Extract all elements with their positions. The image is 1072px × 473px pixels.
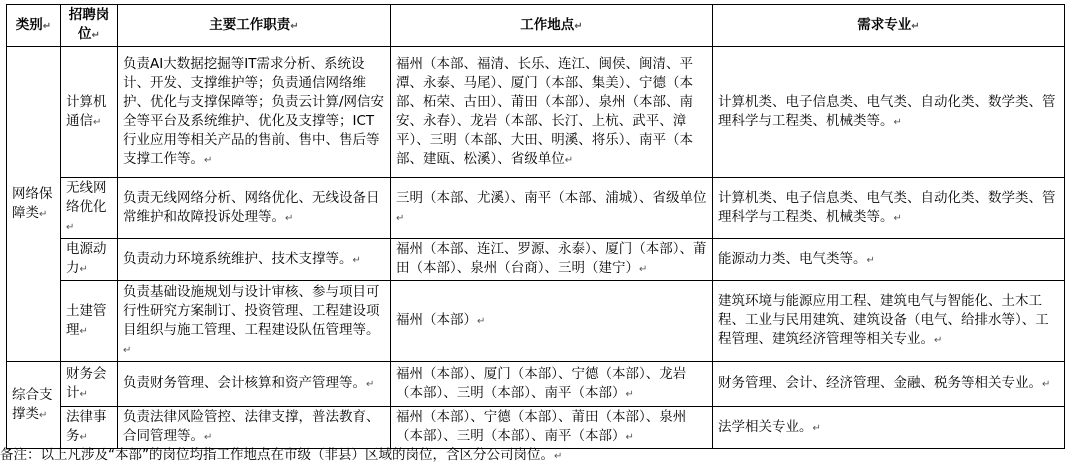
duties-cell: 负责法律风险管控、法律支撑，普法教育、合同管理等。↵ [118,407,391,449]
location-cell: 三明（本部、尤溪）、南平（本部、浦城）、省级单位↵ [391,178,713,239]
table-row [7,178,1065,239]
position-cell: 电源动力↵ [61,239,118,281]
table-row [7,47,1065,178]
position-cell: 法律事务↵ [61,407,118,449]
position-cell: 计算机通信↵ [61,47,118,178]
major-cell: 计算机类、电子信息类、电气类、自动化类、数学类、管理科学与工程类、机械类等。↵ [713,47,1065,178]
header-major: 需求专业↵ [713,5,1065,47]
duties-cell: 负责动力环境系统维护、技术支撑等。↵ [118,239,391,281]
major-cell: 计算机类、电子信息类、电气类、自动化类、数学类、管理科学与工程类、机械类等。↵ [713,178,1065,239]
location-cell: 福州（本部）↵ [391,281,713,362]
table-row [7,239,1065,281]
duties-cell: 负责财务管理、会计核算和资产管理等。↵ [118,362,391,407]
position-cell: 无线网络优化↵ [61,178,118,239]
duties-cell: 负责AI大数据挖掘等IT需求分析、系统设计、开发、支撑维护等；负责通信网络维护、优化与支撑保障等；负责云计算/网信安全等平台及系统维护、优化及支撑等；ICT行业应用等相关产品的售前、售中、售后等支撑工作等。↵ [118,47,391,178]
header-category: 类别↵ [7,5,61,47]
position-cell: 土建管理↵ [61,281,118,362]
header-position: 招聘岗位↵ [61,5,118,47]
header-row [7,5,1065,47]
table-row [7,362,1065,407]
table-row [7,281,1065,362]
location-cell: 福州（本部、福清、长乐、连江、闽侯、闽清、平潭、永泰、马尾）、厦门（本部、集美）、宁德（本部、柘荣、古田）、莆田（本部）、泉州（本部、南安、永春）、龙岩（本部、长汀、上杭、武平、漳平）、三明（本部、大田、明溪、将乐）、南平（本部、建瓯、松溪）、省级单位↵ [391,47,713,178]
location-cell: 福州（本部）、厦门（本部）、宁德（本部）、龙岩（本部）、三明（本部）、南平（本部）↵ [391,362,713,407]
location-cell: 福州（本部、连江、罗源、永泰）、厦门（本部）、莆田（本部）、泉州（台商）、三明（建宁）↵ [391,239,713,281]
table-row [7,407,1065,449]
major-cell: 法学相关专业。↵ [713,407,1065,449]
major-cell: 财务管理、会计、经济管理、金融、税务等相关专业。↵ [713,362,1065,407]
category-cell: 网络保障类↵ [7,47,61,362]
recruitment-table [6,4,1065,449]
major-cell: 能源动力类、电气类等。↵ [713,239,1065,281]
footnote: 备注：以上凡涉及“本部”的岗位均指工作地点在市级（非县）区域的岗位，含区分公司岗位。↵ [0,447,563,463]
location-cell: 福州（本部）、宁德（本部）、莆田（本部）、泉州（本部）、三明（本部）、南平（本部）↵ [391,407,713,449]
duties-cell: 负责基础设施规划与设计审核、参与项目可行性研究方案制订、投资管理、工程建设项目组织与施工管理、工程建设队伍管理等。↵ [118,281,391,362]
header-duties: 主要工作职责↵ [118,5,391,47]
header-location: 工作地点↵ [391,5,713,47]
category-cell: 综合支撑类↵ [7,362,61,449]
position-cell: 财务会计↵ [61,362,118,407]
duties-cell: 负责无线网络分析、网络优化、无线设备日常维护和故障投诉处理等。↵ [118,178,391,239]
major-cell: 建筑环境与能源应用工程、建筑电气与智能化、土木工程、工业与民用建筑、建筑设备（电气、给排水等）、工程管理、建筑经济管理等相关专业。↵ [713,281,1065,362]
